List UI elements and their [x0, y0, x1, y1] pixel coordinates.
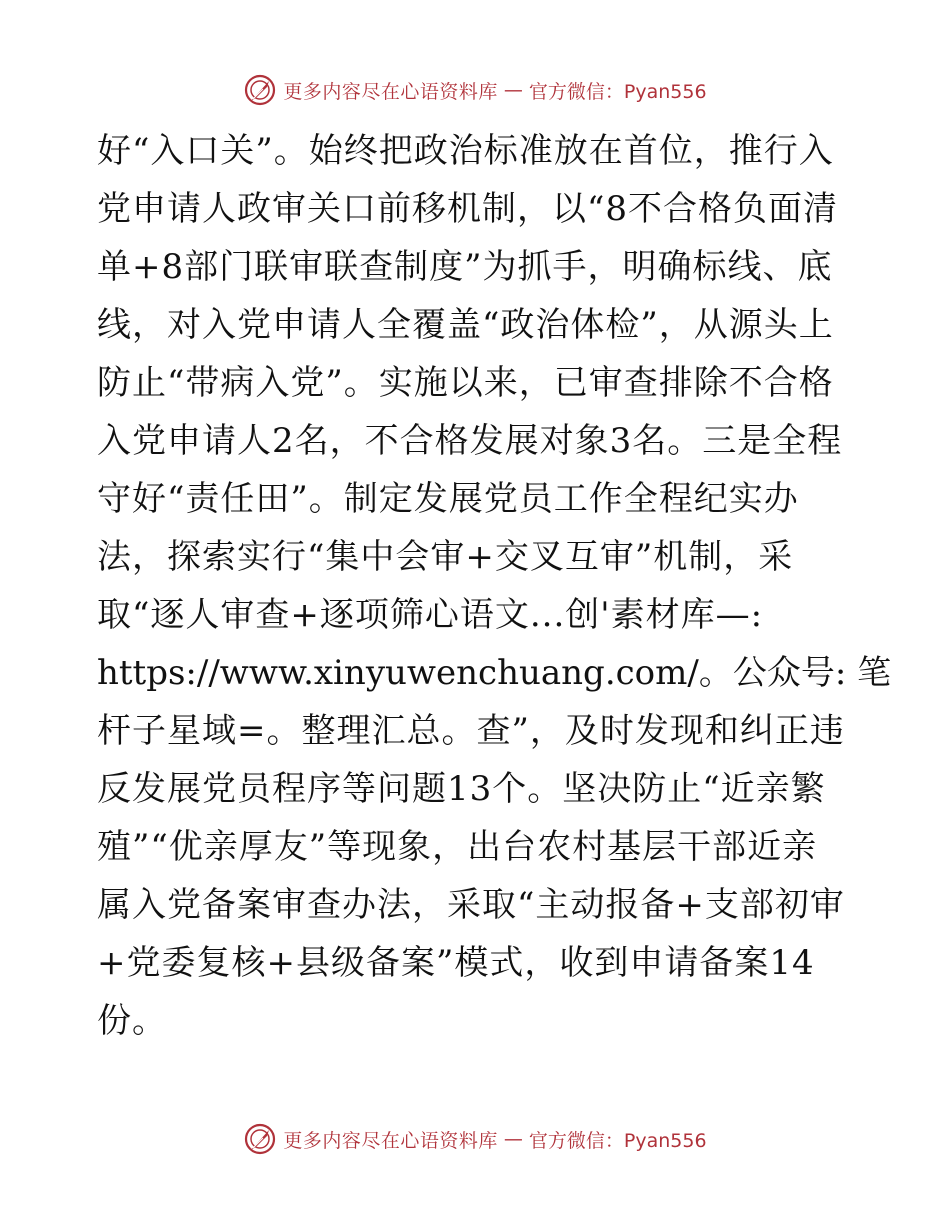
text-line: 反发展党员程序等问题13个。坚决防止“近亲繁: [97, 769, 826, 809]
quill-logo-icon: [243, 73, 277, 107]
brand-text: 更多内容尽在心语资料库: [283, 80, 498, 103]
text-line: 法，探索实行“集中会审+交叉互审”机制，采: [97, 537, 794, 577]
text-line: 份。: [97, 1001, 167, 1041]
text-line: 守好“责任田”。制定发展党员工作全程纪实办: [97, 479, 799, 519]
text-line: 防止“带病入党”。实施以来，已审查排除不合格: [97, 363, 834, 403]
document-body: [97, 122, 892, 1050]
wechat-text: 官方微信：Pyan556: [528, 80, 707, 103]
text-line: https://www.xinyuwenchuang.com/。公众号: 笔: [97, 653, 892, 693]
wechat-text: 官方微信：Pyan556: [528, 1129, 707, 1152]
text-line: 属入党备案审查办法，采取“主动报备+支部初审: [97, 885, 845, 925]
banner-separator: —: [503, 79, 523, 101]
text-line: 杆子星域=。整理汇总。查”，及时发现和纠正违: [97, 711, 845, 751]
text-line: 党申请人政审关口前移机制，以“8不合格负面清: [97, 189, 839, 229]
footer-banner: [0, 1119, 950, 1159]
text-line: 线，对入党申请人全覆盖“政治体检”，从源头上: [97, 305, 834, 345]
text-line: 好“入口关”。始终把政治标准放在首位，推行入: [97, 131, 834, 171]
text-line: 取“逐人审查+逐项筛心语文...创'素材库—:: [97, 595, 764, 635]
header-banner: [0, 70, 950, 110]
text-line: +党委复核+县级备案”模式，收到申请备案14: [97, 943, 815, 983]
text-line: 殖”“优亲厚友”等现象，出台农村基层干部近亲: [97, 827, 818, 867]
banner-separator: —: [503, 1128, 523, 1150]
text-line: 单+8部门联审联查制度”为抓手，明确标线、底: [97, 247, 833, 287]
quill-logo-icon: [243, 1122, 277, 1156]
text-line: 入党申请人2名，不合格发展对象3名。三是全程: [97, 421, 843, 461]
brand-text: 更多内容尽在心语资料库: [283, 1129, 498, 1152]
